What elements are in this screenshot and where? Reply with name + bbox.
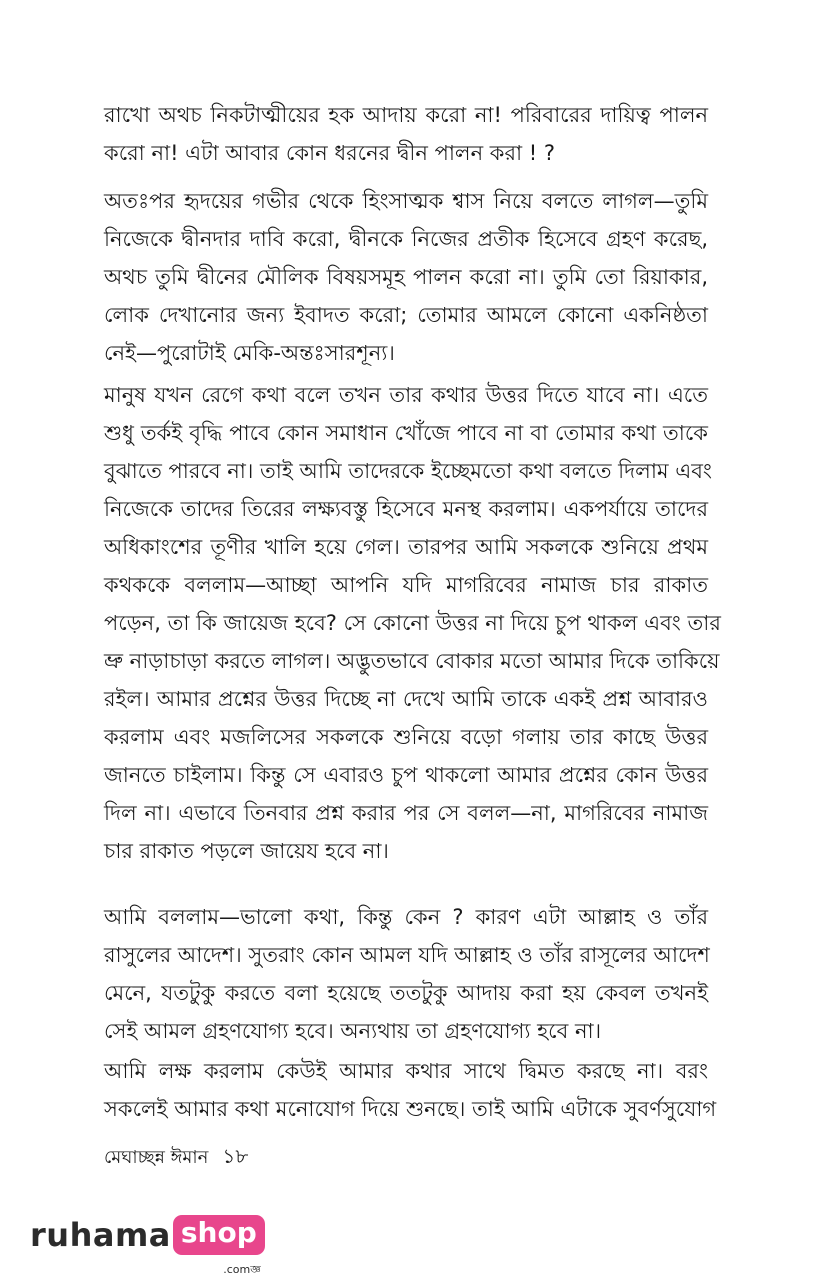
watermark-logo	[30, 1210, 261, 1276]
text-line: অতঃপর হৃদয়ের গভীর থেকে হিংসাত্মক শ্বাস নিয়ে বলতে লাগল—তুমি	[104, 189, 708, 213]
paragraph-5	[104, 1052, 717, 1128]
text-line: দিল না। এভাবে তিনবার প্রশ্ন করার পর সে বলল—না, মাগরিবের নামাজ	[104, 801, 708, 825]
text-line: বুঝাতে পারবে না। তাই আমি তাদেরকে ইচ্ছেমতো কথা বলতে দিলাম এবং	[104, 459, 712, 483]
text-line: রাসুলের আদেশ। সুতরাং কোন আমল যদি আল্লাহ ও তাঁর রাসূলের আদেশ	[104, 943, 710, 967]
text-line: কথককে বললাম—আচ্ছা আপনি যদি মাগরিবের নামাজ চার রাকাত	[104, 573, 708, 597]
text-line: মানুষ যখন রেগে কথা বলে তখন তার কথার উত্তর দিতে যাবে না। এতে	[104, 383, 708, 407]
text-line: আমি বললাম—ভালো কথা, কিন্তু কেন ? কারণ এটা আল্লাহ ও তাঁর	[104, 905, 708, 929]
page-number: ১৮	[222, 1144, 249, 1168]
text-line: অধিকাংশের তূণীর খালি হয়ে গেল। তারপর আমি সকলকে শুনিয়ে প্রথম	[104, 535, 708, 559]
text-line: সেই আমল গ্রহণযোগ্য হবে। অন্যথায় তা গ্রহণযোগ্য হবে না।	[104, 1019, 602, 1043]
text-line: শুধু তর্কই বৃদ্ধি পাবে কোন সমাধান খোঁজে পাবে না বা তোমার কথা তাকে	[104, 421, 708, 445]
text-line: রাখো অথচ নিকটাত্মীয়ের হক আদায় করো না! পরিবারের দায়িত্ব পালন	[104, 103, 708, 127]
text-line: পড়েন, তা কি জায়েজ হবে? সে কোনো উত্তর না দিয়ে চুপ থাকল এবং তার	[104, 611, 721, 635]
paragraph-3	[104, 376, 721, 870]
text-line: করলাম এবং মজলিসের সকলকে শুনিয়ে বড়ো গলায় তার কাছে উত্তর	[104, 725, 708, 749]
text-line: নিজেকে দ্বীনদার দাবি করো, দ্বীনকে নিজের প্রতীক হিসেবে গ্রহণ করেছ,	[104, 227, 708, 251]
text-line: করো না! এটা আবার কোন ধরনের দ্বীন পালন করা ! ?	[104, 141, 556, 165]
text-line: সকলেই আমার কথা মনোযোগ দিয়ে শুনছে। তাই আমি এটাকে সুবর্ণসুযোগ	[104, 1097, 717, 1121]
text-line: নিজেকে তাদের তিরের লক্ষ্যবস্তু হিসেবে মনস্থ করলাম। একপর্যায়ে তাদের	[104, 497, 708, 521]
page-footer	[104, 1142, 248, 1175]
logo-suffix: .comজ্ঞ	[223, 1263, 261, 1276]
text-line: নেই—পুরোটাই মেকি-অন্তঃসারশূন্য।	[104, 341, 395, 365]
text-line: জানতে চাইলাম। কিন্তু সে এবারও চুপ থাকলো আমার প্রশ্নের কোন উত্তর	[104, 763, 708, 787]
logo-text-shop	[173, 1215, 265, 1276]
text-line: লোক দেখানোর জন্য ইবাদত করো; তোমার আমলে কোনো একনিষ্ঠতা	[104, 303, 708, 327]
paragraph-2	[104, 182, 708, 372]
text-line: চার রাকাত পড়লে জায়েয হবে না।	[104, 839, 389, 863]
text-line: অথচ তুমি দ্বীনের মৌলিক বিষয়সমূহ পালন করো না। তুমি তো রিয়াকার,	[104, 265, 708, 289]
paragraph-1	[104, 96, 708, 172]
text-line: মেনে, যতটুকু করতে বলা হয়েছে ততটুকু আদায় করা হয় কেবল তখনই	[104, 981, 708, 1005]
text-line: রইল। আমার প্রশ্নের উত্তর দিচ্ছে না দেখে আমি তাকে একই প্রশ্ন আবারও	[104, 687, 708, 711]
paragraph-4	[104, 898, 708, 1050]
text-line: ভ্রু নাড়াচাড়া করতে লাগল। অদ্ভুতভাবে বোকার মতো আমার দিকে তাকিয়ে	[104, 649, 720, 673]
text-line: আমি লক্ষ করলাম কেউই আমার কথার সাথে দ্বিমত করছে না। বরং	[104, 1059, 708, 1083]
running-book-title: মেঘাচ্ছন্ন ঈমান	[104, 1147, 209, 1168]
logo-text-ruhama: ruhama	[30, 1216, 171, 1254]
logo-shop-label: shop	[180, 1216, 257, 1249]
